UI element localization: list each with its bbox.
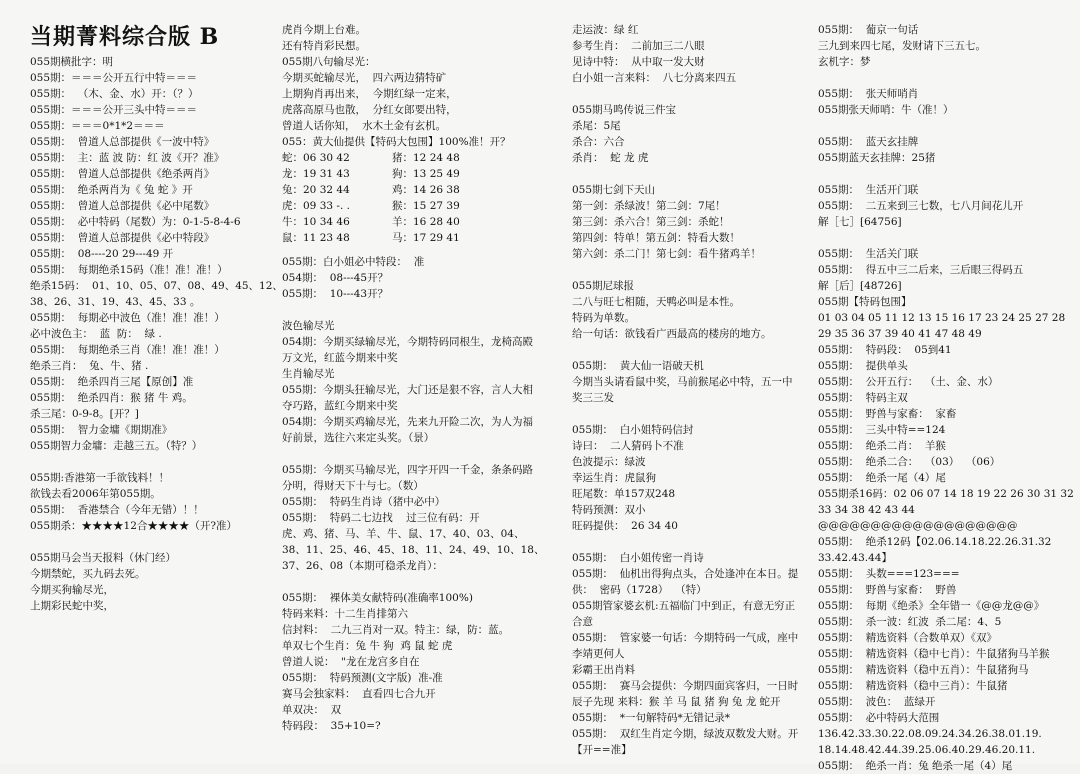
text-line: 第三剑：杀六合！第三剑：杀蛇！: [572, 216, 730, 228]
text-line: 055期： 绝杀二合： （03） （06）: [818, 456, 1001, 468]
text-line: 旺尾数：单157双248: [572, 488, 676, 500]
blank-line: [282, 302, 544, 318]
zodiac-cell-left: 龙：19 31 43: [282, 168, 350, 180]
text-line: 29 35 36 37 39 40 41 47 48 49: [818, 328, 982, 340]
text-line: 055期：今期头狂输尽光，大门还是狠不容，言人大相: [282, 384, 534, 396]
text-line: 055期： 必中特码大范围: [818, 712, 940, 724]
text-line: 055期： 绝杀四肖：猴 猪 牛 鸡。: [30, 392, 193, 404]
text-line: 今期禁蛇，买九码去死。: [30, 568, 146, 580]
text-line: 055期： 每期绝杀三肖（准！准！准！）: [30, 344, 225, 356]
text-line: 055期： 特码生肖诗（猪中必中）: [282, 496, 446, 508]
zodiac-cell-right: 羊：16 28 40: [392, 216, 460, 228]
text-line: 第六剑：杀二门！第七剑：看牛猪鸡羊！: [572, 248, 761, 260]
text-line: 055期： 裸体美女献特码(准确率100%): [282, 592, 473, 604]
text-line: 参考生肖： 二前加三二八眼: [572, 40, 705, 52]
text-line: 供： 密码（1728） （特）: [572, 584, 707, 596]
text-line: 055期管家婆玄机:五福临门中到正，有意无穷正: [572, 600, 796, 612]
text-line: 好前景，选往六来定头奖。（景）: [282, 432, 435, 444]
text-line: 今期当头请看鼠中奖，马前猴尾必中特，五一中: [572, 376, 793, 388]
blank-line: [572, 342, 800, 358]
text-line: 055期： 主：蓝 波 防：红 波《开？准》: [30, 152, 225, 164]
text-line: 万文光，红蓝今期来中奖: [282, 352, 398, 364]
text-line: 色波提示：绿波: [572, 456, 646, 468]
text-line: 054期：今期买鸡输尽光，先来九开险二次，为人为福: [282, 416, 534, 428]
zodiac-cell-right: 马：17 29 41: [392, 232, 460, 244]
text-line: 虎、鸡、猪、马、羊、牛、鼠、17、40、03、04、: [282, 528, 525, 540]
blank-line: [818, 70, 1058, 86]
text-line: 055期： 绝杀一肖：兔 绝杀一尾（4）尾: [818, 760, 1013, 772]
text-line: 055期： 黄大仙一语破天机: [572, 360, 704, 372]
text-line: 必中波色主： 蓝 防： 绿 .: [30, 328, 162, 340]
text-line: 生肖输尽光: [282, 368, 335, 380]
text-line: 今期买狗输尽光，: [30, 584, 114, 596]
text-line: 二八与旺七相随，天鸭必叫是本性。: [572, 296, 740, 308]
text-line: 055期： 绝杀二肖： 羊猴: [818, 440, 946, 452]
text-line: 三九到来四七尾，发财请下三五七。: [818, 40, 986, 52]
text-line: 055期： 精选资料（稳中五肖）：牛鼠猪狗马: [818, 664, 1029, 676]
blank-line: [572, 166, 800, 182]
column-4: [818, 22, 1074, 772]
text-line: 055期尼球报: [572, 280, 635, 292]
text-line: 第一剑：杀绿波！第二剑：7尾！: [572, 200, 726, 212]
text-line: 055期：＝＝＝0*1*2＝＝＝: [30, 120, 165, 132]
text-line: 曾道人话你知， 水木土金有玄机。: [282, 120, 447, 132]
text-line: 特码为单数。: [572, 312, 635, 324]
text-line: 055期： 特码主双: [818, 392, 908, 404]
zodiac-cell-right: 猴：15 27 39: [392, 200, 460, 212]
text-line: 055期： 葡京一句话: [818, 24, 919, 36]
text-line: 055期： 野兽与家畜： 家畜: [818, 408, 957, 420]
text-line: 055期七剑下天山: [572, 184, 656, 196]
column-3-lines: [572, 22, 800, 758]
text-line: 055期:香港第一手欲钱料！！: [30, 472, 170, 484]
text-line: 054期： 08---45开？: [282, 272, 389, 284]
text-line: 给一句话：欲钱看广西最高的楼房的地方。: [572, 328, 772, 340]
text-line: 18.14.48.42.44.39.25.06.40.29.46.20.11.: [818, 744, 1036, 756]
text-line: 055期： 提供单头: [818, 360, 908, 372]
column-1: [30, 22, 283, 754]
text-line: 杀三尾：0-9-8。[开？]: [30, 408, 139, 420]
text-line: 055期：白小姐必中特段： 准: [282, 256, 425, 268]
text-line: 单双七个生肖：兔 牛 狗 鸡 鼠 蛇 虎: [282, 640, 453, 652]
text-line: 055期八句输尽光：: [282, 56, 376, 68]
blank-line: [282, 446, 544, 462]
text-line: 055期： 绝杀12码【02.06.14.18.22.26.31.32: [818, 536, 1052, 548]
text-line: 38、11、25、46、45、18、11、24、49、10、18、: [282, 544, 545, 556]
text-line: 055期蓝天玄挂牌：25猪: [818, 152, 936, 164]
text-line: 055期： 野兽与家畜： 野兽: [818, 584, 957, 596]
zodiac-number-table: [282, 150, 544, 246]
text-line: 杀尾：5尾: [572, 120, 621, 132]
text-line: 055期杀16码：02 06 07 14 18 19 22 26 30 31 32: [818, 488, 1074, 500]
text-line: 055期： 精选资料（稳中七肖）：牛鼠猪狗马羊猴: [818, 648, 1050, 660]
text-line: 33.42.43.44】: [818, 552, 892, 564]
blank-line: [30, 454, 258, 470]
zodiac-cell-left: 兔：20 32 44: [282, 184, 350, 196]
blank-line: [282, 574, 544, 590]
zodiac-cell-left: 蛇：06 30 42: [282, 152, 350, 164]
text-line: 055期： 特码段： 05到41: [818, 344, 952, 356]
text-line: 虎落高原马也散， 分红女郎要出特，: [282, 104, 457, 116]
text-line: 特码预测：双小: [572, 504, 646, 516]
text-line: 旺码提供： 26 34 40: [572, 520, 678, 532]
text-line: 055期：＝＝＝公开五行中特＝＝＝: [30, 72, 198, 84]
text-line: 诗曰： 二人猜码卜不准: [572, 440, 684, 452]
text-line: 055期马鸣传说三件宝: [572, 104, 677, 116]
text-line: 虎肖今期上台难。: [282, 24, 366, 36]
column-1-lines: [30, 54, 283, 614]
text-line: 波色输尽光: [282, 320, 335, 332]
page-title: 当期菁料综合版 B: [30, 24, 220, 50]
text-line: 055期： 绝杀四肖三尾【原创】准: [30, 376, 194, 388]
text-line: 055期： 头数===123===: [818, 568, 960, 580]
text-line: 055期： 生活开门联: [818, 184, 919, 196]
text-line: 055期： 波色： 蓝绿开: [818, 696, 936, 708]
text-line: 解［七］[64756]: [818, 216, 902, 228]
text-line: 分明，得财天下十与七。（数）: [282, 480, 424, 492]
zodiac-cell-left: 牛：10 34 46: [282, 216, 350, 228]
text-line: 055期杀：★★★★12合★★★★（开?准）: [30, 520, 238, 532]
text-line: 杀肖： 蛇 龙 虎: [572, 152, 649, 164]
column-2-mid-lines: [282, 254, 544, 734]
text-line: 特码段： 35+10=?: [282, 720, 381, 732]
text-line: 055期： 公开五行： （土、金、水）: [818, 376, 999, 388]
text-line: 055期： 白小姐传密一肖诗: [572, 552, 704, 564]
text-line: 38、26、31、19、43、45、33 。: [30, 296, 201, 308]
text-line: 055期： 每期必中波色（准！准！准！）: [30, 312, 225, 324]
text-line: 055期： 香港禁合（今年无错）！！: [30, 504, 204, 516]
blank-line: [572, 534, 800, 550]
text-line: 绝杀15码： 01、10、05、07、08、49、45、12、: [30, 280, 283, 292]
text-line: 055期：今期买马输尽光，四字开四一千金，条条码路: [282, 464, 534, 476]
blank-line: [30, 534, 258, 550]
text-line: 055期： 曾道人总部提供《必中尾数》: [30, 200, 215, 212]
text-line: 单双决： 双: [282, 704, 342, 716]
text-line: 136.42.33.30.22.08.09.24.34.26.38.01.19.: [818, 728, 1042, 740]
text-line: 走运波：绿 红: [572, 24, 639, 36]
text-line: 奖三三发: [572, 392, 614, 404]
text-line: 055期： 08----20 29---49 开: [30, 248, 174, 260]
text-line: 054期：今期买绿输尽光，今期特码同根生，龙椅高殿: [282, 336, 534, 348]
text-line: 055期： *一句解特码*无错记录*: [572, 712, 730, 724]
text-line: 055期： 仙机出得狗点头，合处逢冲在本日。提: [572, 568, 799, 580]
text-line: 055期马会当天报料（休门经）: [30, 552, 177, 564]
text-line: 055期： 每期《绝杀》全年错一《@@龙@@》: [818, 600, 1045, 612]
text-line: 彩霸王出肖料: [572, 664, 635, 676]
text-line: 解［后］[48726]: [818, 280, 902, 292]
text-line: 特码来料：十二生肖排第六: [282, 608, 408, 620]
text-line: 055期智力金墉：走越三五。（特？）: [30, 440, 203, 452]
text-line: 055期： 每期绝杀15码（准！准！准！）: [30, 264, 228, 276]
text-line: 055期： 杀一波：红波 杀二尾：4、5: [818, 616, 1002, 628]
text-line: 信封料： 二九三肖对一双。特主：绿，防：蓝。: [282, 624, 510, 636]
text-line: 055期张天师哨：牛（准！）: [818, 104, 954, 116]
text-line: 【开==准】: [572, 744, 632, 756]
text-line: 幸运生肖：虎鼠狗: [572, 472, 656, 484]
text-line: 055期： 曾道人总部提供《必中特段》: [30, 232, 215, 244]
text-line: 01 03 04 05 11 12 13 15 16 17 23 24 25 27 28: [818, 312, 1066, 324]
blank-line: [572, 406, 800, 422]
column-3: [572, 22, 800, 754]
text-line: 上期狗肖再出来， 今期红绿一定来，: [282, 88, 457, 100]
zodiac-cell-right: 鸡：14 26 38: [392, 184, 460, 196]
spacer: [282, 246, 544, 254]
text-line: 055期： 曾道人总部提供《一波中特》: [30, 136, 215, 148]
column-2: [282, 22, 544, 754]
text-line: 055期： 10---43开？: [282, 288, 389, 300]
text-line: 绝杀三肖： 兔、牛、猪 .: [30, 360, 149, 372]
blank-line: [818, 166, 1058, 182]
column-2-top-lines: [282, 22, 544, 150]
zodiac-cell-right: 狗：13 25 49: [392, 168, 460, 180]
blank-line: [572, 86, 800, 102]
blank-line: [572, 262, 800, 278]
text-line: 055期： 得五中三二后来，三后眼三得码五: [818, 264, 1024, 276]
text-line: 辰子先现 来料：猴 羊 马 鼠 猪 狗 兔 龙 蛇开: [572, 696, 781, 708]
text-line: 055期： 生活关门联: [818, 248, 919, 260]
text-line: 今期买蛇输尽光， 四六两边猜特矿: [282, 72, 447, 84]
text-line: 055期： 特码二七边找 过三位有码：开: [282, 512, 480, 524]
text-line: 055期： 蓝天玄挂牌: [818, 136, 919, 148]
text-line: 055期： 张天师哨肖: [818, 88, 919, 100]
text-line: 055期： 特码预测(文字版) 准-准: [282, 672, 443, 684]
text-line: 合意: [572, 616, 593, 628]
text-line: 玄机字：梦: [818, 56, 871, 68]
text-line: 055：黄大仙提供【特码大包围】100%准！开？: [282, 136, 511, 148]
text-line: 上期彩民蛇中奖，: [30, 600, 114, 612]
text-line: 055期： 绝杀一尾（4）尾: [818, 472, 946, 484]
text-line: 055期： 双红生肖定今期，绿波双数发大财。开: [572, 728, 799, 740]
text-line: 白小姐一言来料： 八七分离来四五: [572, 72, 737, 84]
text-line: 37、26、08（本期可稳杀龙肖）：: [282, 560, 443, 572]
text-line: 055期： 智力金墉《期期准》: [30, 424, 173, 436]
text-line: 055期： 二五来到三七数，七八月间花儿开: [818, 200, 1024, 212]
text-line: 055期：＝＝＝公开三头中特＝＝＝: [30, 104, 198, 116]
text-line: 第四剑：特单！第五剑：特看大数！: [572, 232, 740, 244]
text-line: 曾道人说： "龙在龙宫多自在: [282, 656, 420, 668]
zodiac-cell-left: 虎：09 33 -. .: [282, 200, 350, 212]
zodiac-cell-right: 猪：12 24 48: [392, 152, 460, 164]
text-line: 055期： 必中特码（尾数）为：0-1-5-8-4-6: [30, 216, 241, 228]
text-line: 055期横批字：明: [30, 56, 114, 68]
text-line: 055期： 精选资料（稳中三肖）：牛鼠猪: [818, 680, 1008, 692]
column-4-lines: [818, 22, 1074, 774]
text-line: 055期： （木、金、水）开：（？）: [30, 88, 199, 100]
text-line: 李靖更何人: [572, 648, 625, 660]
text-line: @@@@@@@@@@@@@@@@@@@: [818, 520, 1018, 532]
text-line: 见诗中特： 从中取一发大财: [572, 56, 705, 68]
text-line: 055期： 精选资料（合数单双）《双》: [818, 632, 997, 644]
text-line: 33 34 38 42 43 44: [818, 504, 915, 516]
text-line: 055期【特码包围】: [818, 296, 912, 308]
text-line: 欲钱去看2006年第055期。: [30, 488, 161, 500]
blank-line: [818, 230, 1058, 246]
text-line: 055期： 绝杀两肖为《 兔 蛇 》开: [30, 184, 193, 196]
text-line: 还有特肖彩民想。: [282, 40, 366, 52]
text-line: 055期： 曾道人总部提供《绝杀两肖》: [30, 168, 215, 180]
text-line: 055期： 三头中特==124: [818, 424, 946, 436]
text-line: 055期： 赛马会提供：今期四面宾客归，一日时: [572, 680, 799, 692]
text-line: 055期： 白小姐特码信封: [572, 424, 694, 436]
blank-line: [818, 118, 1058, 134]
text-line: 夺巧路，蓝红今期来中奖: [282, 400, 398, 412]
text-line: 055期： 管家婆一句话：今期特码一气成，座中: [572, 632, 799, 644]
text-line: 赛马会独家料： 直看四七合九开: [282, 688, 436, 700]
zodiac-cell-left: 鼠：11 23 48: [282, 232, 350, 244]
text-line: 杀合：六合: [572, 136, 625, 148]
